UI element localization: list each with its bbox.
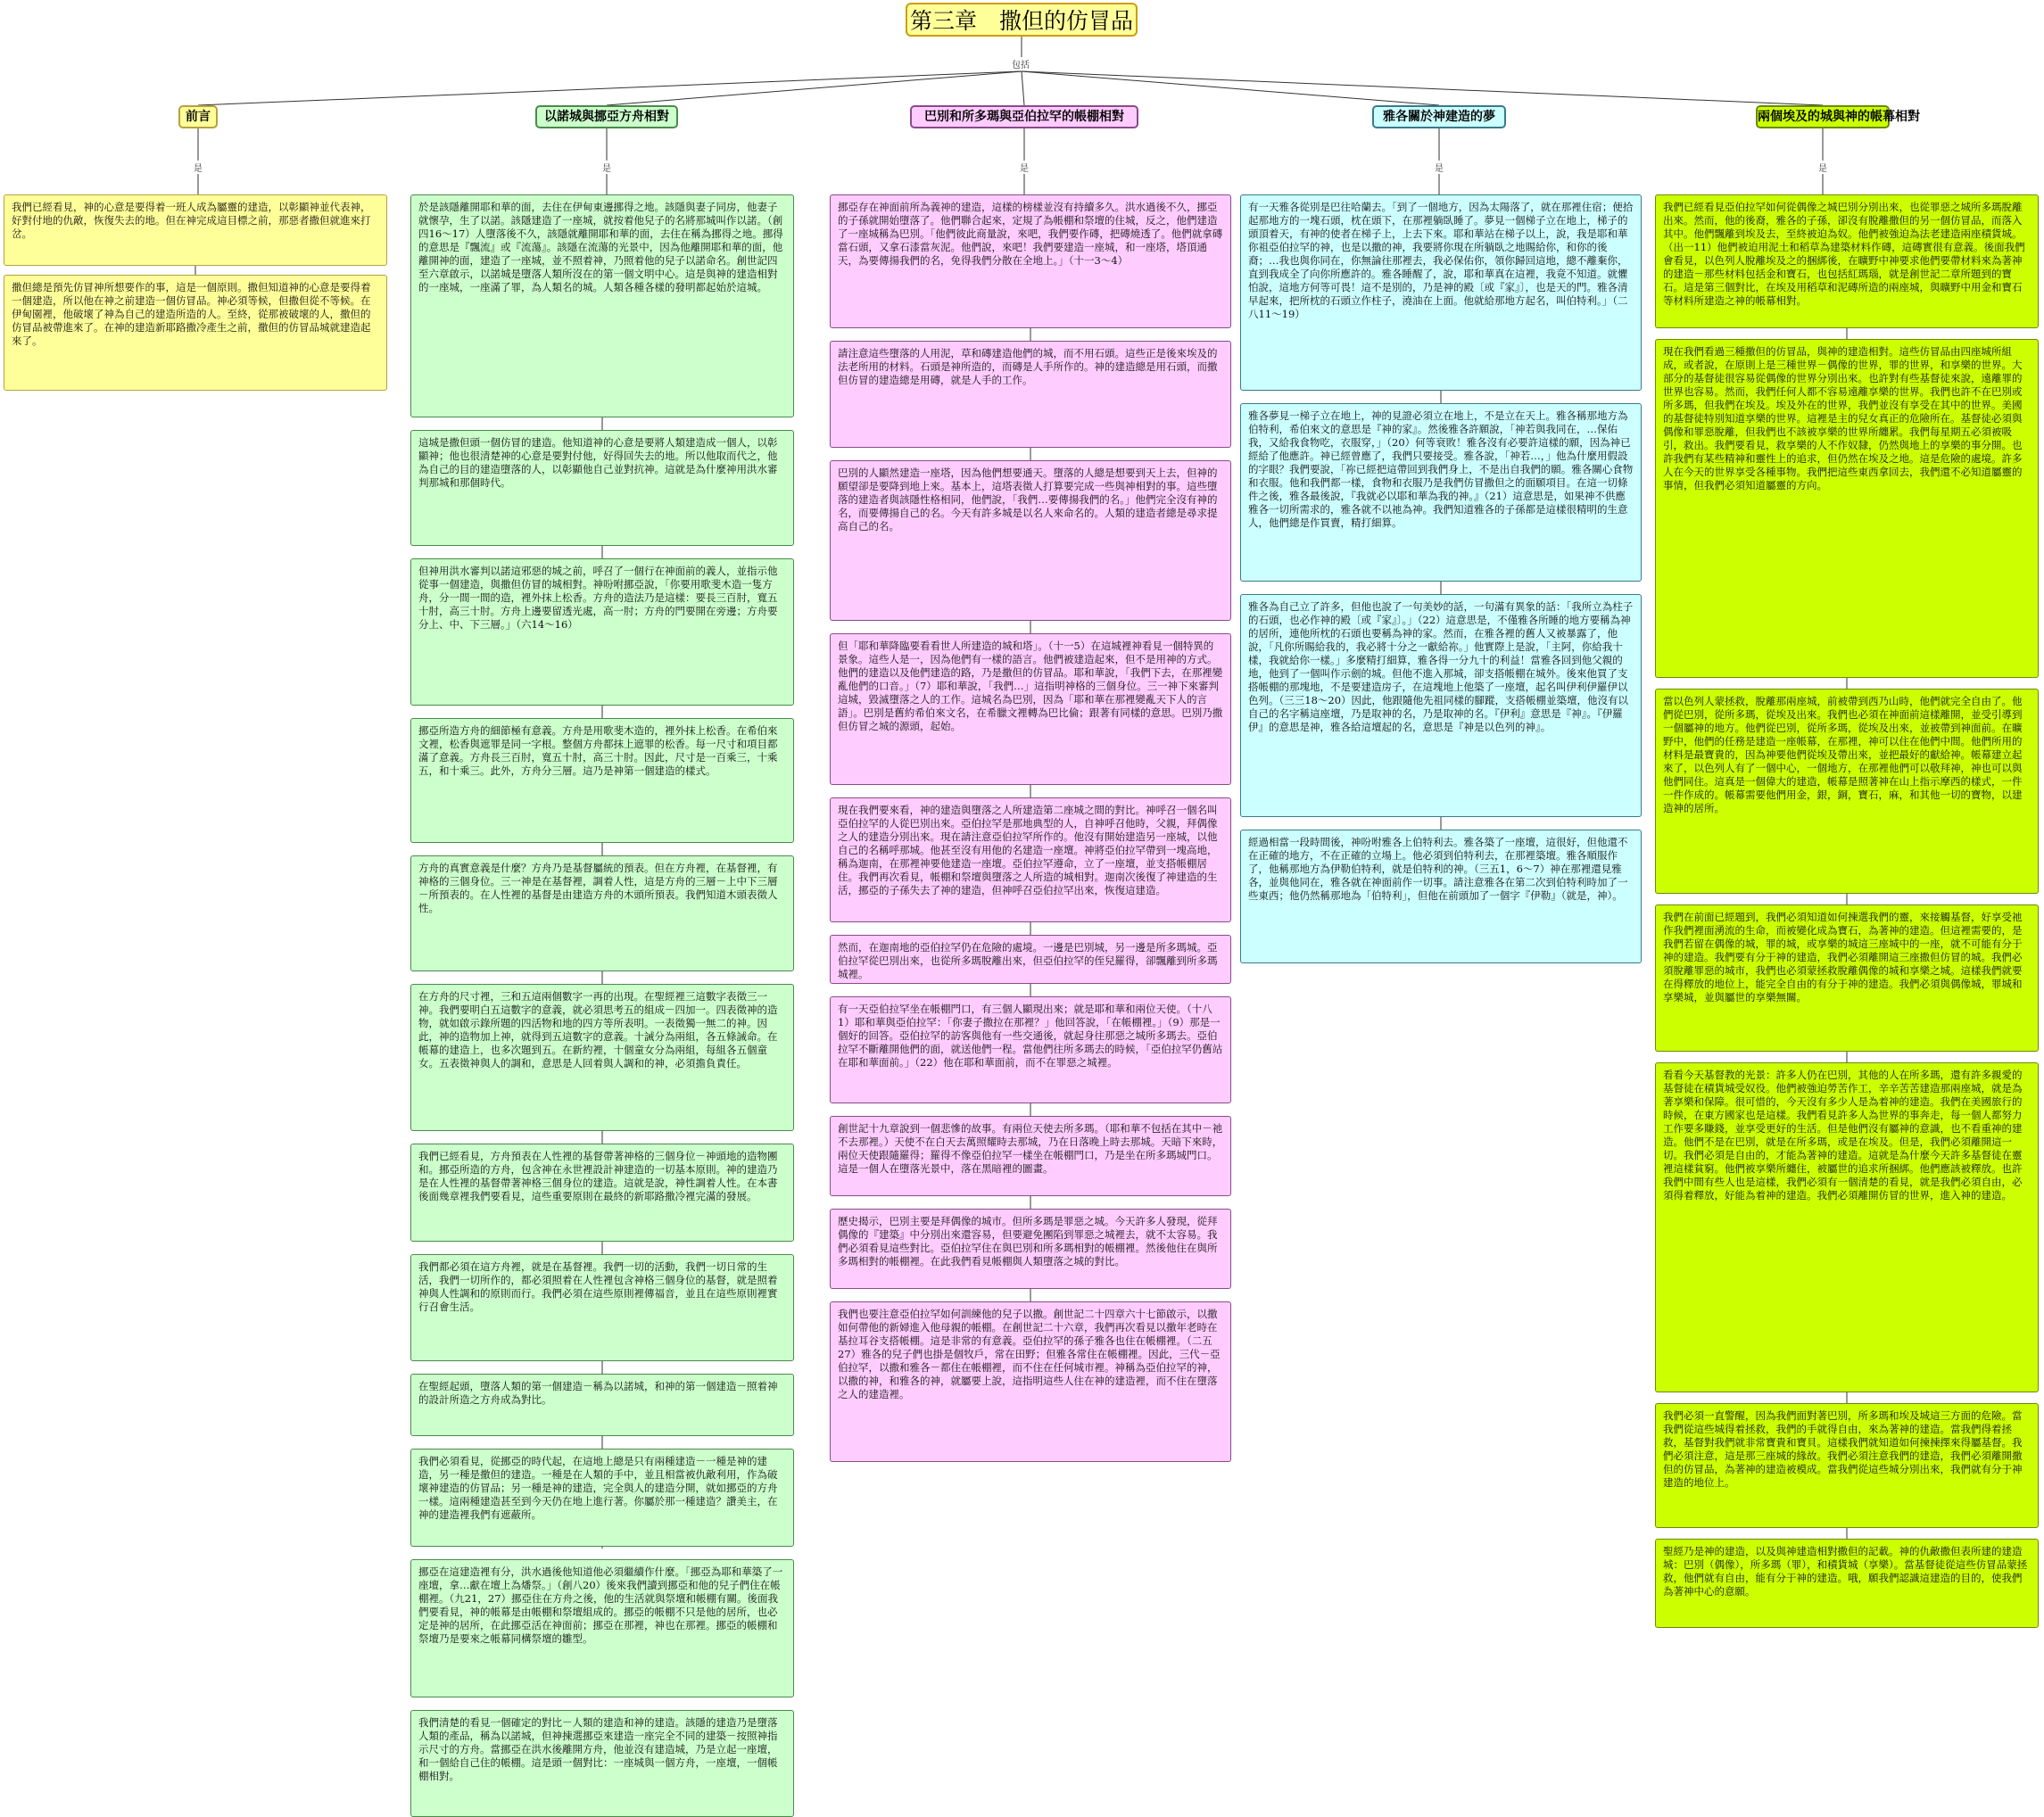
text-node: 我們都必須在這方舟裡，就是在基督裡。我們一切的活動，我們一切日常的生活，我們一切所作的，都必須照着在人性裡包含神格三個身位的基督，就是照着神與人性調和的原則而行。我們必須在這些原則裡傳福音，並且在這些原則裡實行召會生活。 xyxy=(410,1254,794,1361)
text-node: 在方舟的尺寸裡，三和五這兩個數字一再的出現。在聖經裡三這數字表徵三一神。我們要明白五這數字的意義，就必須思考五的組成－四加一。四表徵神的造物，就如啟示錄所題的四活物和地的四方等所表明。一表徵獨一無二的神。因此，神的造物加上神，就得到五這數字的意義。十誡分為兩組，各五條誡命。在帳幕的建造上，也多次題到五。在新約裡，十個童女分為兩組，每組各五個童女。五表徵神與人的調和，意思是人回着與人調和的神，必須擔負責任。 xyxy=(410,984,794,1131)
text-node: 但神用洪水審判以諾這邪惡的城之前，呼召了一個行在神面前的義人，並指示他從事一個建造，與撒但仿冒的城相對。神吩咐挪亞說，「你要用歌斐木造一隻方舟，分一間一間的造，裡外抹上松香。方舟的造法乃是這樣：要長三百肘，寬五十肘，高三十肘。方舟上邊要留透光處，高一肘；方舟的門要開在旁邊；方舟要分上、中、下三層。」（六14～16） xyxy=(410,558,794,706)
chapter-title: 第三章 撒但的仿冒品 xyxy=(906,3,1138,37)
text-node: 這城是撒但頭一個仿冒的建造。他知道神的心意是要將人類建造成一個人，以彰顯神；他也很清楚神的心意是要對付他，好得回失去的地。所以他取而代之，他為自己的目的建造墮落的人，以彰顯他自己並對抗神。這就是為什麼神用洪水審判那城和那個時代。 xyxy=(410,430,794,546)
text-node: 但「耶和華降臨要看看世人所建造的城和塔」。（十一5）在這城裡神看見一個特異的景象。這些人是一，因為他們有一樣的語言。他們被建造起來，但不是用神的方式。他們的建造以及他們建造的路，乃是撒但的仿冒品。耶和華說，「我們下去，在那裡變亂他們的口音。」（7）耶和華說，「我們…」這指明神格的三個身位。三一神下來審判這城，毀滅墮落之人的工作。這城名為巴別，因為「耶和華在那裡變亂天下人的言語」。巴別是舊約希伯來文名，在希臘文裡轉為巴比倫；跟著有同樣的意思。巴別乃撒但仿冒之城的源頭，起始。 xyxy=(830,633,1231,785)
text-node: 我們已經看見，神的心意是要得着一班人成為屬靈的建造，以彰顯神並代表神，好對付地的仇敵，恢復失去的地。但在神完成這目標之前，那惡者撒但就進來打岔。 xyxy=(4,194,387,266)
text-node: 請注意這些墮落的人用泥，草和磚建造他們的城，而不用石頭。這些正是後來埃及的法老所用的材料。石頭是神所造的，而磚是人手所作的。神的建造總是用石頭，而撒但仿冒的建造總是用磚，就是人手的工作。 xyxy=(830,341,1231,448)
text-node: 我們必須一直警醒，因為我們面對著巴別，所多瑪和埃及城這三方面的危險。當我們從這些城得着拯救，我們的手就得自由，來為著神的建造。當我們得着拯救，基督對我們就非常寶貴和寶貝。這樣我們就知道如何揀揀擇來得屬基督。我們必須注意，這是那三座城的緣故。我們必須注意我們的建造，我們必須離開撒但的仿冒品，為著神的建造被模成。當我們從這些城分別出來，我們就有分于神建造的地位上。 xyxy=(1655,1403,2039,1528)
branch-link-label: 是 xyxy=(193,161,203,174)
branch-connector xyxy=(1022,71,1823,105)
text-node: 我們已經看見亞伯拉罕如何從偶像之城巴別分別出來，也從罪惡之城所多瑪脫離出來。然而，他的後裔，雅各的子孫，卻沒有脫離撒但的另一個仿冒品，而落入其中。他們飄離到埃及去，至終被迫為奴。他們被強迫為法老建造兩座積貨城。（出一11）他們被迫用泥土和稻草為建築材料作磚，這磚實很有意義。後面我們會看見，以色列人脫離埃及之的捆綁後，在曠野中神要求他們要帶材料來為著神的建造－那些材料包括金和寶石，也包括紅瑪瑙，就是創世記二章所題到的寶石。這是第三個對比，在埃及用稻草和泥磚所造的兩座城，與曠野中用金和寶石等材料所建造之神的帳幕相對。 xyxy=(1655,194,2039,328)
text-node: 在聖經起頭，墮落人類的第一個建造－稱為以諾城，和神的第一個建造－照着神的設計所造之方舟成為對比。 xyxy=(410,1374,794,1436)
text-node: 當以色列人蒙拯救，脫離那兩座城，前被帶到西乃山時，他們就完全自由了。他們從巴別，從所多瑪，從埃及出來。我們也必須在神面前這樣離開，並受引導到一個屬神的地方。他們從巴別，從所多瑪，從埃及出來，並被帶到神面前。在曠野中，他們的任務是建造一座帳幕，在那裡，神可以住在他們中間。他們所用的材料是最寶貴的，因為神要他們從埃及帶出來，並把最好的獻給神。帳幕建立起來了，以色列人有了一個中心，一個地方，在那裡他們可以敬拜神，神也可以與他們同住。這真是一個偉大的建造，帳幕是照著神在山上指示摩西的樣式，一件一件作成的。帳幕需要他們用金，銀，銅，寶石，麻，和其他一切的寶物，以建造神的居所。 xyxy=(1655,689,2039,894)
text-node: 現在我們要來看，神的建造與墮落之人所建造第二座城之間的對比。神呼召一個名叫亞伯拉罕的人從巴別出來。亞伯拉罕是那地典型的人，自神呼召他時，父親，拜偶像之人的建造分別出來。現在請注意亞伯拉罕所作的。他沒有開始建造另一座城，以他自己的名稱呼那城。他甚至沒有用他的名建造一座壇。神將亞伯拉罕帶到一塊高地，稱為迦南，在那裡神要他建造一座壇。亞伯拉罕遵命，立了一座壇，並支搭帳棚居住。我們再次看見，帳棚和祭壇與墮落之人所造的城相對。迦南次後復了神建造的生活，挪亞的子孫失去了神的建造，但神呼召亞伯拉罕出來，恢復這建造。 xyxy=(830,797,1231,922)
text-node: 然而，在迦南地的亞伯拉罕仍在危險的處境。一邊是巴別城，另一邊是所多瑪城。亞伯拉罕從巴別出來，也從所多瑪脫離出來，但亞伯拉罕的侄兒羅得，卻飄離到所多瑪城裡。 xyxy=(830,935,1231,984)
text-node: 挪亞在這建造裡有分，洪水過後他知道他必須繼續作什麼。「挪亞為耶和華築了一座壇，拿…獻在壇上為燔祭。」（創八20）後來我們讀到挪亞和他的兒子們住在帳棚裡。（九21，27）挪亞住在方舟之後，他的生活就與祭壇和帳棚有關。後面我們要看見，神的帳幕是由帳棚和祭壇組成的。挪亞的帳棚不只是他的居所，也必定是神的居所，在此挪亞活在神面前；挪亞在那裡，神也在那裡。挪亞的帳棚和祭壇乃是要來之帳幕同構祭壇的雛型。 xyxy=(410,1559,794,1697)
text-node: 聖經乃是神的建造，以及與神建造相對撒但的記載。神的仇敵撒但表所建的建造城：巴別（偶像），所多瑪（罪），和積貨城（享樂）。當基督徒從這些仿冒品蒙拯救，他們就有自由，能有分于神的建造。哦，願我們認識這建造的目的，使我們為著神中心的意願。 xyxy=(1655,1539,2039,1628)
text-node: 雅各為自己立了許多，但他也說了一句美妙的話，一句滿有異象的話：「我所立為柱子的石頭，也必作神的殿〔或『家』〕。」（22）這意思是，不僅雅各所睡的地方要稱為神的居所，連他所枕的石頭也要稱為神的家。然而，在雅各裡的舊人又被暴露了，他說，「凡你所賜給我的，我必將十分之一獻給祢。」他實際上是說，「主阿，你給我十樣，我就給你一樣。」多麼精打細算，雅各得一分九十的利益！當雅各回到他父親的地，他到了一個叫作示劍的城。但他不進入那城，卻支搭帳棚在城外。後來他買了支搭帳棚的那塊地，不是要建造房子，在這塊地上他築了一座壇，起名叫伊利伊羅伊以色列。（三三18～20）因此，他跟隨他先祖同樣的腳蹤，支搭帳棚並築壇，他沒有以自己的名字稱這座壇，乃是取神的名，乃是取神的名。『伊利』意思是『神』。『伊羅伊』的意思是神，雅各給這壇起的名，意思是『神是以色列的神』。 xyxy=(1240,594,1642,817)
branch-enoch-vs-ark: 以諾城與挪亞方舟相對 xyxy=(535,105,678,128)
root-link-label: 包括 xyxy=(1011,57,1030,70)
branch-connector xyxy=(607,71,1022,105)
text-node: 歷史揭示，巴別主要是拜偶像的城市。但所多瑪是罪惡之城。今天許多人發現，從拜偶像的『建築』中分別出來還容易，但要避免團陷到罪惡之城裡去，就不太容易。我們必須看見這些對比。亞伯拉罕住在與巴別和所多瑪相對的帳棚裡。然後他住在與所多瑪相對的帳棚裡。在此我們看見帳棚與人類墮落之城的對比。 xyxy=(830,1209,1231,1289)
text-node: 挪亞所造方舟的細節極有意義。方舟是用歌斐木造的，裡外抹上松香。在希伯來文裡，松香與遮罪是同一字根。整個方舟都抹上遮罪的松香。每一尺寸和項目都滿了意義。方舟長三百肘，寬五十肘，高三十肘。因此，尺寸是一百乘三，十乘五，和十乘三。此外，方舟分三層。這乃是神第一個建造的樣式。 xyxy=(410,718,794,843)
text-node: 撒但總是預先仿冒神所想要作的事，這是一個原則。撒但知道神的心意是要得着一個建造，所以他在神之前建造一個仿冒品。神必須等候，但撒但從不等候。在伊甸園裡，他破壞了神為自己的建造所造的人。至終，從那被破壞的人，撒但的仿冒品被帶進來了。在神的建造新耶路撒冷產生之前，撒但的仿冒品城就建造起來了。 xyxy=(4,275,387,391)
text-node: 有一天雅各從別是巴往哈蘭去。「到了一個地方，因為太陽落了，就在那裡住宿；便拾起那地方的一塊石頭，枕在頭下，在那裡躺臥睡了。夢見一個梯子立在地上，梯子的頭頂着天，有神的使者在梯子上，上去下來。耶和華站在梯子以上，說，我是耶和華你祖亞伯拉罕的神，也是以撒的神，我要將你現在所躺臥之地賜給你，和你的後裔；…我也與你同在，你無論往那裡去，我必保佑你，領你歸回這地，總不離棄你，直到我成全了向你所應許的。雅各睡醒了，說，耶和華真在這裡，我竟不知道。就懼怕說，這地方何等可畏！這不是別的，乃是神的殿〔或『家』〕，也是天的門。雅各清早起來，把所枕的石頭立作柱子，澆油在上面。他就給那地方起名，叫伯特利。」（二八11～19） xyxy=(1240,194,1642,391)
text-node: 我們清楚的看見一個確定的對比－人類的建造和神的建造。該隱的建造乃是墮落人類的產品，稱為以諾城，但神揀選挪亞來建造一座完全不同的建築－按照神指示尺寸的方舟。當挪亞在洪水後離開方舟，他並沒有建造城，乃是立起一座壇，和一個給自己住的帳棚。這是頭一個對比：一座城與一個方舟，一座壇，一個帳棚相對。 xyxy=(410,1710,794,1817)
branch-jacob-dream: 雅各關於神建造的夢 xyxy=(1372,105,1506,128)
branch-connector xyxy=(1022,71,1439,105)
branch-connector xyxy=(198,71,1022,105)
text-node: 現在我們看過三種撒但的仿冒品，與神的建造相對。這些仿冒品由四座城所組成，或者說，在原則上是三種世界－偶像的世界，罪的世界，和享樂的世界。大部分的基督徒很容易從偶像的世界分別出來。也許對有些基督徒來說，遠離罪的世界也容易。然而，我們任何人都不容易遠離享樂的世界。我們也許不在巴別或所多瑪，但我們在埃及。埃及外在的世界，我們並沒有享受在其中的世界。美國的基督徒特別知道享樂的世界。這裡是主的兒女真正的危險所在。基督徒必須與偶像和罪惡脫離，但我們也不該被享樂的世界所纏累。我們每星期五必須被吸引，救出。我們要看見，救享樂的人不作奴隸，仍然與地上的享樂的事分開。也許我們有某些精神和靈性上的追求，但仍然在埃及之地。這是危險的處境。許多人在今天的世界享受各種事物。我們把這些東西拿回去，我們還不必知道屬靈的事情，但我們必須知道屬靈的方向。 xyxy=(1655,339,2039,678)
branch-link-label: 是 xyxy=(1019,161,1030,174)
branch-link-label: 是 xyxy=(1817,161,1828,174)
text-node: 有一天亞伯拉罕坐在帳棚門口，有三個人顯現出來；就是耶和華和兩位天使。（十八1）耶和華與亞伯拉罕：「你妻子撒拉在那裡？」他回答說，「在帳棚裡。」（9）那是一個好的回答。亞伯拉罕的訪客與他有一些交通後，就起身往那惡之城所多瑪去。亞伯拉罕不斷離開他們的面，就送他們一程。當他們往所多瑪去的時候，「亞伯拉罕仍舊站在耶和華面前。」（22）他在耶和華面前，而不在罪惡之城裡。 xyxy=(830,996,1231,1103)
branch-babel-sodom-vs-tent: 巴別和所多瑪與亞伯拉罕的帳棚相對 xyxy=(910,105,1138,128)
text-node: 方舟的真實意義是什麼？方舟乃是基督屬統的預表。但在方舟裡，在基督裡，有神格的三個身位。三一神是在基督裡，調着人性，這是方舟的三層－上中下三層－所預表的。在人性裡的基督是由建造方舟的木頭所預表。我們知道木頭表徵人性。 xyxy=(410,855,794,971)
text-node: 經過相當一段時間後，神吩咐雅各上伯特利去。雅各築了一座壇，這很好，但他還不在正確的地方，不在正確的立場上。他必須到伯特利去，在那裡築壇。雅各順服作了，他稱那地方為伊勒伯特利，就是伯特利的神。（三五1，6～7）神在那裡還見雅各，並與他同在，雅各就在神面前作一切事。請注意雅各在第二次到伯特利時加了一些東西；他仍然稱那地為「伯特利」，但他在前頭加了一個字『伊勒』（就是，神）。 xyxy=(1240,830,1642,963)
branch-link-label: 是 xyxy=(601,161,612,174)
text-node: 創世記十九章說到一個悲慘的故事。有兩位天使去所多瑪。（耶和華不包括在其中－祂不去那裡。）天使不在白天去萬照耀時去那城，乃在日落晚上時去那城。天暗下來時，兩位天使跟隨羅得；羅得不像亞伯拉罕一樣坐在帳棚門口，乃是坐在所多瑪城門口。這是一個人在墮落光景中，落在黑暗裡的圖畫。 xyxy=(830,1116,1231,1196)
text-node: 我們在前面已經題到，我們必須知道如何揀選我們的靈，來接觸基督，好享受祂作我們裡面湧流的生命，而被變化成為寶石，為著神的建造。但這裡需要的，是我們若留在偶像的城，罪的城，或享樂的城這三座城中的一座，就不可能有分于神的建造。我們要有分于神的建造，我們必須離開這三座撒但仿冒的城。我們必須脫離罪惡的城市，我們也必須蒙拯救脫離偶像的城和享樂之城。這樣我們就要在得釋放的地位上，能完全自由的有分于神的建造。我們必須與偶像城，罪城和享樂城，並與屬世的享樂無關。 xyxy=(1655,904,2039,1052)
text-node: 挪亞存在神面前所為義神的建造，這樣的榜樣並沒有持續多久。洪水過後不久，挪亞的子孫就開始墮落了。他們聯合起來，定規了為帳棚和祭壇的住城，反之，他們建造了一座城稱為巴別。「他們彼此商量說，來吧，我們要作磚，把磚燒透了。他們就拿磚當石頭，又拿石漆當灰泥。他們說，來吧！我們要建造一座城，和一座塔，塔頂通天，為要傳揚我們的名，免得我們分散在全地上。」（十一3～4） xyxy=(830,194,1231,328)
branch-egypt-vs-tabernacle: 兩個埃及的城與神的帳幕相對 xyxy=(1756,105,1890,128)
branch-connector xyxy=(1022,71,1024,105)
branch-preface: 前言 xyxy=(178,105,218,128)
text-node: 看看今天基督教的光景：許多人仍在巴別，其他的人在所多瑪，還有許多親愛的基督徒在積貨城受奴役。他們被強迫勞苦作工，辛辛苦苦建造那兩座城，就是為著享樂和保障。很可惜的，今天沒有多少人是為着神的建造。我們在美國旅行的時候，在東方國家也是這樣。我們看見許多人為世界的事奔走，每一個人都努力工作要多賺錢，並享受更好的生活。但是他們沒有屬神的意識，也不看重神的建造。他們不是在巴別，就是在所多瑪，或是在埃及。但是，我們必須離開這一切。我們必須是自由的，才能為著神的建造。這就是為什麼今天許多基督徒在靈裡這樣貧窮。他們被享樂所纏住，被屬世的追求所捆綁。他們應該被釋放。也許我們中間有些人也是這樣，我們必須有一個清楚的看見，就是我們必須自由，必須得着釋放，好能為着神的建造。我們必須離開仿冒的世界，進入神的建造。 xyxy=(1655,1062,2039,1392)
branch-link-label: 是 xyxy=(1434,161,1444,174)
text-node: 於是該隱離開耶和華的面，去住在伊甸東邊挪得之地。該隱與妻子同房，他妻子就懷孕，生了以諾。該隱建造了一座城，就按着他兒子的名將那城叫作以諾。（創四16～17）人墮落後不久，該隱就離開耶和華的面，去住在稱為挪得之地。挪得的意思是『飄流』或『流蕩』。該隱在流蕩的光景中，因為他離開耶和華的面，他離開神的面，建造了一座城，並不照着神，乃照着他的兒子以諾命名。創世記四至六章啟示，以諾城是墮落人類所沒在的第一個文明中心。這是與神的建造相對的一座城，一座滿了罪，為人類名的城。人類各種各樣的發明都起始於這城。 xyxy=(410,194,794,417)
text-node: 我們也要注意亞伯拉罕如何訓練他的兒子以撒。創世記二十四章六十七節啟示，以撒如何帶他的新婦進入他母親的帳棚。在創世記二十六章，我們再次看見以撒年老時在基拉耳谷支搭帳棚。這是非常的有意義。亞伯拉罕的孫子雅各也住在帳棚裡。（二五27）雅各的兒子們也掛是個牧戶，常在田野；但雅各常住在帳棚裡。因此，三代－亞伯拉罕，以撒和雅各－都住在帳棚裡，而不住在任何城市裡。神稱為亞伯拉罕的神，以撒的神，和雅各的神，就屬要上說，這指明這些人住在神的建造裡，而不住在墮落之人的建造裡。 xyxy=(830,1301,1231,1462)
text-node: 巴別的人顯然建造一座塔，因為他們想要通天。墮落的人總是想要到天上去，但神的願望卻是要降到地上來。基本上，這塔表徵人打算要完成一些與神相對的事。這些墮落的建造者與該隱性格相同，他們說，「我們…要傳揚我們的名。」他們完全沒有神的名，而要傳揚自己的名。今天有許多城是以名人來命名的。人類的建造者總是尋求提高自己的名。 xyxy=(830,460,1231,621)
text-node: 雅各夢見一梯子立在地上，神的見證必須立在地上，不是立在天上。雅各稱那地方為伯特利，希伯來文的意思是『神的家』。然後雅各許願說，「神若與我同在，…保佑我，又給我食物吃，衣服穿，」（20）何等衰敗！雅各沒有必要許這樣的願，因為神已經給了他應許。神已經曾應了，我們只要接受。雅各說，「神若…，」他為什麼用假設的字眼？我們要說，「祢已經把這帶回到我們身上，不是出自我們的願。雅各關心食物和衣服。他和我們都一樣，食物和衣服乃是我們仿冒撒但之的面願項目。在這一切條件之後，雅各最後說，『我就必以耶和華為我的神。』（21）這意思是，如果神不供應雅各一切所需求的，雅各就不以祂為神。我們知道雅各的子孫都是這樣很精明的生意人，他們總是作買賣，精打細算。 xyxy=(1240,403,1642,582)
text-node: 我們必須看見，從挪亞的時代起，在這地上總是只有兩種建造－一種是神的建造，另一種是撒但的建造。一種是在人類的手中，並且相當被仇敵利用，作為破壞神建造的仿冒品；另一種是神的建造，完全與人的建造分開，就如挪亞的方舟一樣。這兩種建造甚至到今天仍在地上進行著。你屬於那一種建造？讚美主，在神的建造裡我們有遮蔽所。 xyxy=(410,1449,794,1547)
text-node: 我們已經看見，方舟預表在人性裡的基督帶著神格的三個身位－神頭地的造物團和。挪亞所造的方舟，包含神在永世裡設計神建造的一切基本原則。神的建造乃是在人性裡的基督帶著神格三個身位的建造。這就是說，神性調着人性。在本書後面幾章裡我們要看見，這些重要原則在最終的新耶路撒冷裡完滿的發展。 xyxy=(410,1144,794,1242)
